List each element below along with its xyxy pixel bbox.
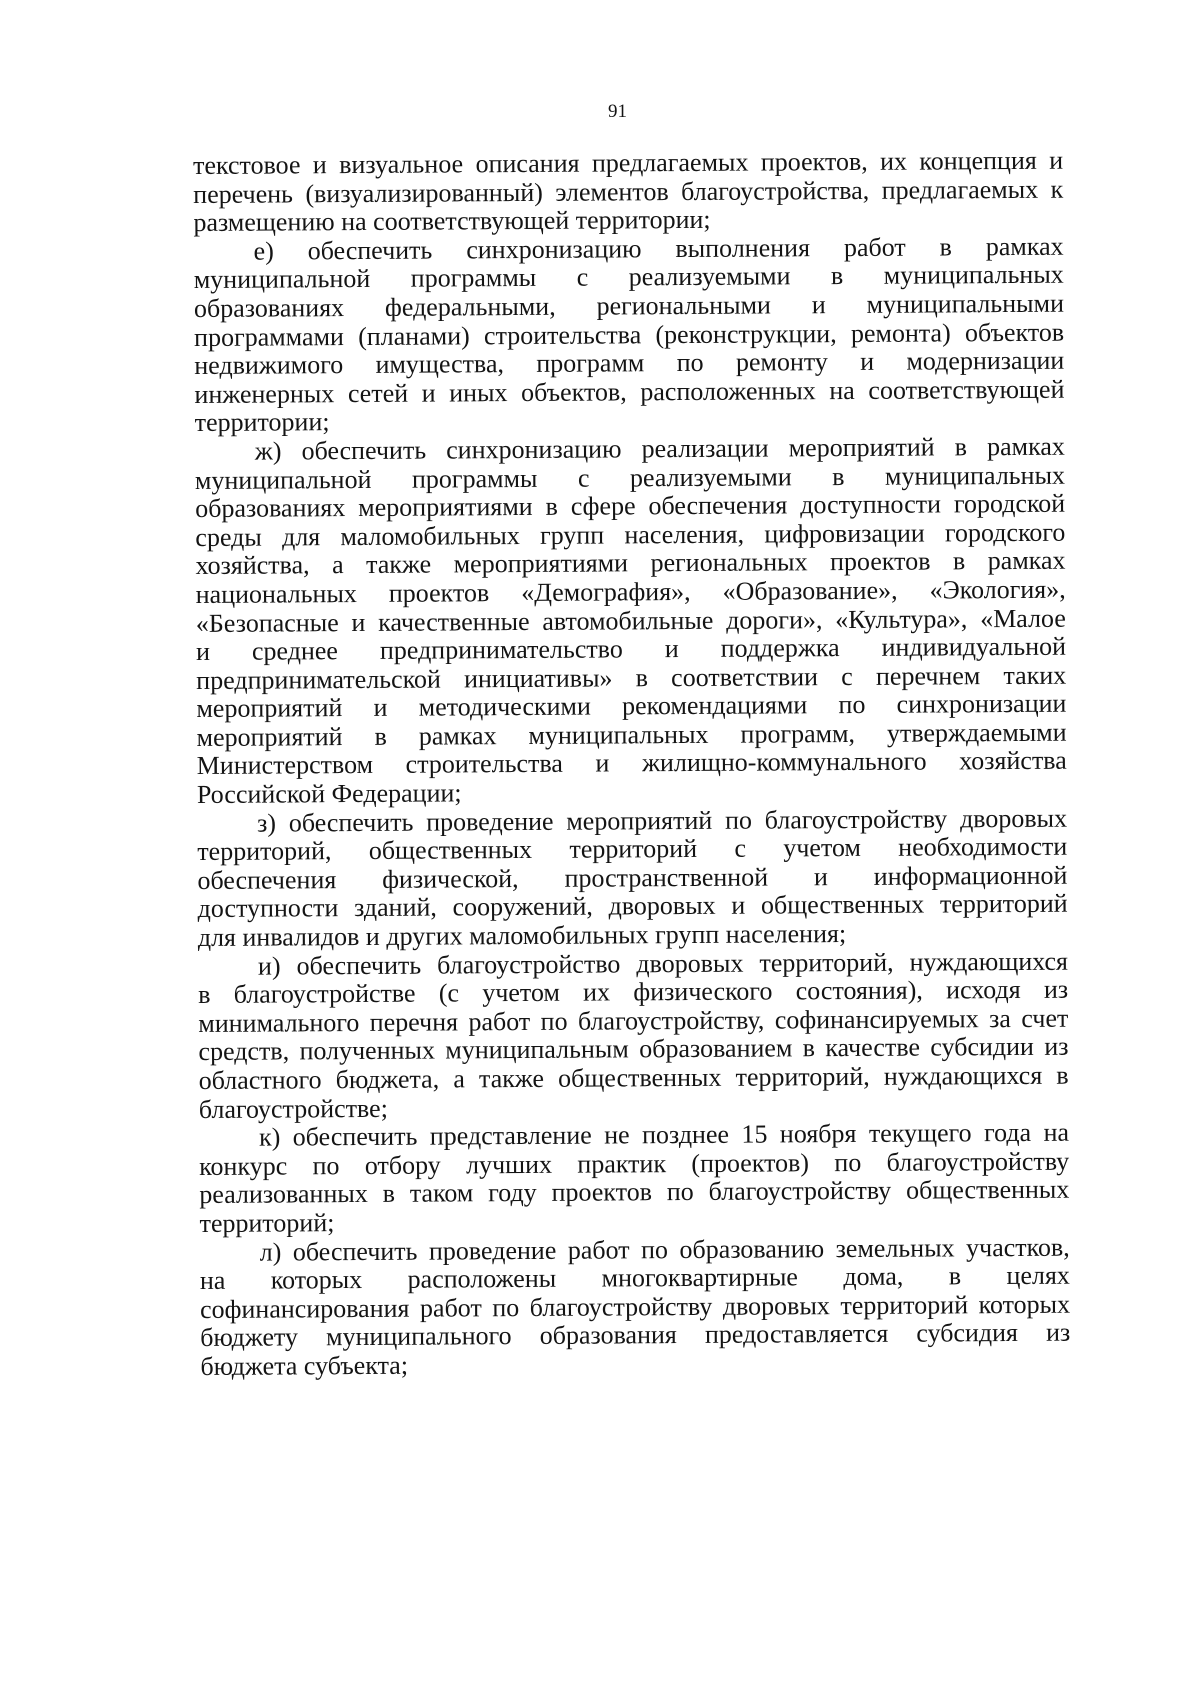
paragraph-item-i [198,947,1069,1124]
paragraph-item-z [197,804,1068,952]
text-line: з) обеспечить проведение мероприятий по благоустройству дворовых [257,803,1068,838]
text-line: среды для маломобильных групп населения, цифровизации городского [195,517,1066,552]
text-line: муниципальной программы с реализуемыми в муниципальных [193,260,1064,295]
text-line: территории; [194,407,330,438]
text-line: бюджету муниципального образования предоставляется субсидия из [200,1318,1071,1353]
text-line: Министерством строительства и жилищно-коммунального хозяйства [196,746,1067,781]
text-line: национальных проектов «Демография», «Образование», «Экология», [195,574,1066,609]
text-line: инженерных сетей и иных объектов, расположенных на соответствующей [194,374,1065,409]
paragraph-item-zh [195,433,1067,810]
page-number: 91 [608,101,627,122]
text-line: программами (планами) строительства (реконструкции, ремонта) объектов [194,317,1065,352]
text-line: мероприятий и методическими рекомендациями по синхронизации [196,688,1067,724]
text-line: обеспечения физической, пространственной и информационной [197,860,1068,895]
paragraph-item-e [194,232,1065,437]
paragraph-item-l [200,1233,1071,1381]
text-line: образованиях мероприятиями в сфере обеспечения доступности городской [195,488,1066,524]
text-line: конкурс по отбору лучших практик (проектов) по благоустройству [199,1146,1070,1181]
document-body [193,147,1070,1382]
text-line: и среднее предпринимательство и поддержка индивидуальной [195,631,1067,667]
text-line: реализованных в таком году проектов по благоустройству общественных [199,1175,1070,1210]
text-line: образованиях федеральными, региональными и муниципальными [193,288,1065,323]
text-line: муниципальной программы с реализуемыми в муниципальных [194,460,1066,495]
text-line: хозяйства, а также мероприятиями региональных проектов в рамках [195,545,1066,581]
text-line: доступности зданий, сооружений, дворовых и общественных территорий [197,889,1068,924]
text-line: е) обеспечить синхронизацию выполнения работ в рамках [253,231,1064,266]
text-line: Российской Федерации; [196,778,462,810]
text-line: ж) обеспечить синхронизацию реализации мероприятий в рамках [254,431,1065,466]
text-line: для инвалидов и других маломобильных групп населения; [197,919,847,953]
paragraph-continuation [193,147,1064,238]
text-line: «Безопасные и качественные автомобильные дороги», «Культура», «Малое [195,603,1066,638]
text-line: территорий; [199,1208,335,1238]
text-line: л) обеспечить проведение работ по образованию земельных участков, [259,1232,1070,1267]
text-line: мероприятий в рамках муниципальных программ, утверждаемыми [196,717,1067,752]
text-line: на которых расположены многоквартирные дома, в целях [199,1260,1070,1296]
text-line: средств, полученных муниципальным образованием в качестве субсидии из [198,1032,1069,1067]
text-line: бюджета субъекта; [200,1350,409,1381]
text-line: текстовое и визуальное описания предлагаемых проектов, их концепция и [192,145,1064,180]
text-line: софинансирования работ по благоустройству дворовых территорий которых [199,1289,1071,1324]
text-line: областного бюджета, а также общественных территорий, нуждающихся в [198,1060,1069,1095]
text-line: перечень (визуализированный) элементов благоустройства, предлагаемых к [193,174,1064,209]
text-line: благоустройстве; [198,1093,388,1124]
text-line: недвижимого имущества, программ по ремонту и модернизации [194,345,1065,381]
text-line: территорий, общественных территорий с учетом необходимости [197,831,1068,867]
text-line: к) обеспечить представление не позднее 15 ноября текущего года на [258,1117,1070,1152]
text-line: минимального перечня работ по благоустройству, софинансируемых за счет [198,1003,1069,1038]
text-line: размещению на соответствующей территории; [193,205,711,238]
text-line: в благоустройстве (с учетом их физического состояния), исходя из [198,974,1069,1010]
text-line: и) обеспечить благоустройство дворовых территорий, нуждающихся [257,946,1069,981]
paragraph-item-k [199,1119,1070,1239]
text-line: предпринимательской инициативы» в соответствии с перечнем таких [196,660,1067,695]
